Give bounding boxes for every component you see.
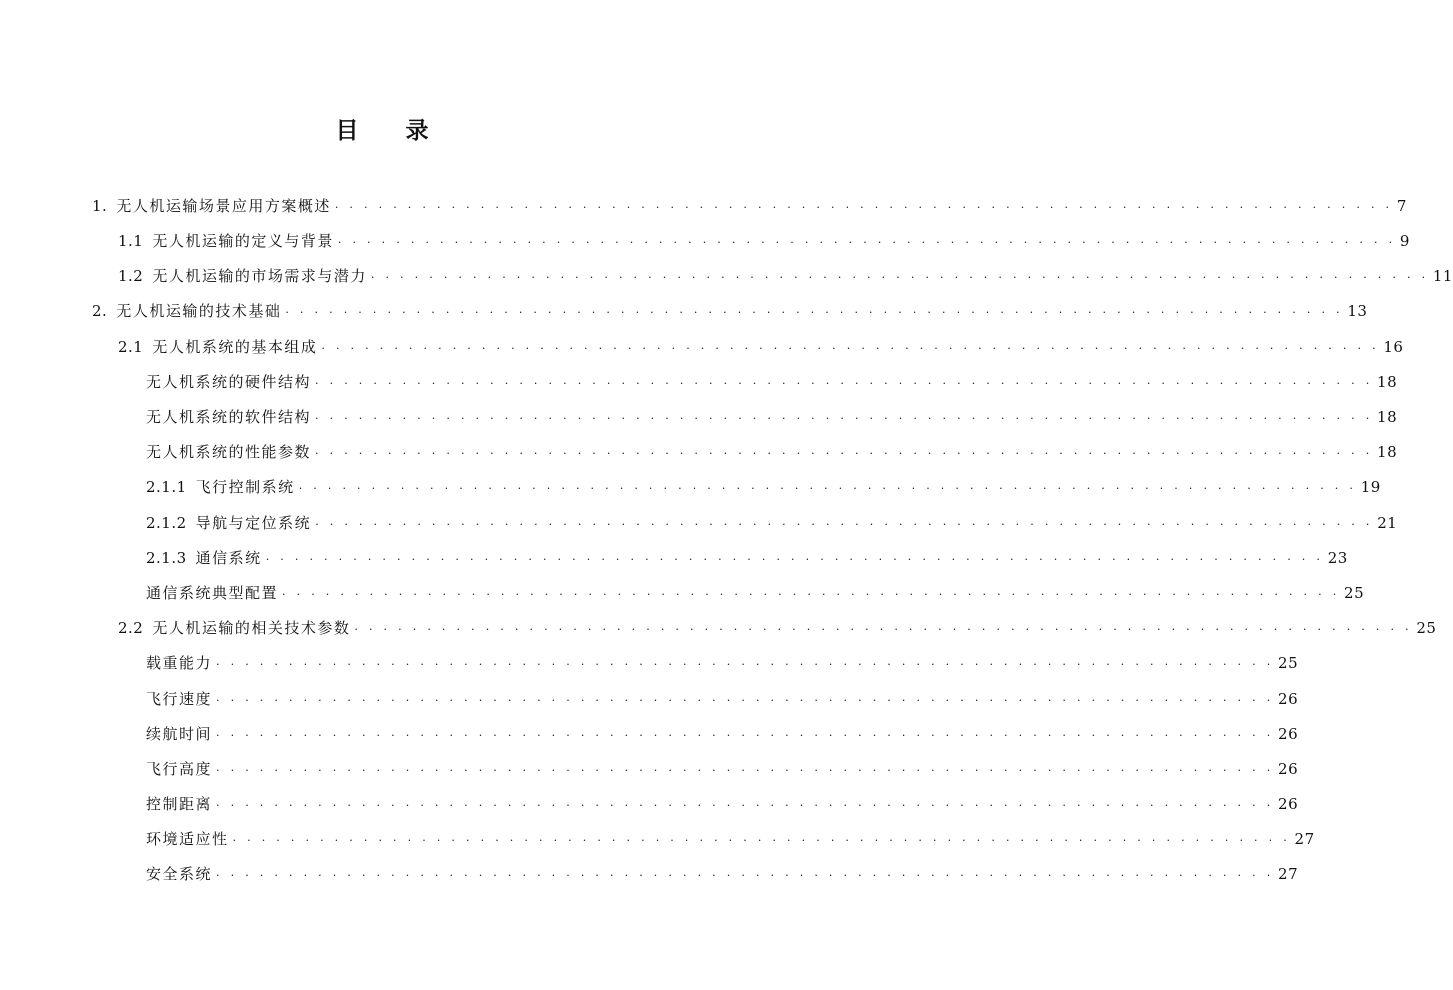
toc-entry-2-1-2[interactable] <box>146 510 1398 532</box>
toc-entry-1-2[interactable] <box>118 263 1453 285</box>
toc-entry-control-range[interactable] <box>146 791 1299 813</box>
toc-entry-page: 26 <box>1278 725 1299 743</box>
toc-entry-label: 导航与定位系统 <box>195 514 312 532</box>
dot-leader: . . . . . . . . . . . . . . . . . . . . . . . . . . . . . . . . . . . . . . . . . . . . . . . . . . . . . . . . . . . . . . . . . . . . . . . . . <box>216 866 1275 879</box>
toc-entry-page: 25 <box>1416 619 1437 637</box>
toc-entry-adaptability[interactable] <box>146 826 1315 848</box>
dot-leader: . . . . . . . . . . . . . . . . . . . . . . . . . . . . . . . . . . . . . . . . . . . . . . . . . . . . . . . . . . . . . . . . . . . . . . . . . <box>216 796 1275 809</box>
toc-entry-label: 无人机运输的市场需求与潜力 <box>152 267 367 285</box>
toc-entry-page: 25 <box>1278 654 1299 672</box>
toc-entry-number: 2.1.1 <box>146 478 187 496</box>
dot-leader: . . . . . . . . . . . . . . . . . . . . . . . . . . . . . . . . . . . . . . . . . . . . . . . . . . . . . . . . . . . . . . . . . . . . . . . . . <box>315 374 1374 387</box>
toc-entry-performance[interactable] <box>146 439 1398 461</box>
toc-entry-label: 飞行高度 <box>146 760 213 778</box>
dot-leader: . . . . . . . . . . . . . . . . . . . . . . . . . . . . . . . . . . . . . . . . . . . . . . . . . . . . . . . . . . . . . . . . . . . . . . . . . <box>232 831 1291 844</box>
toc-entry-label: 环境适应性 <box>146 830 229 848</box>
toc-entry-number: 2.1.2 <box>146 514 187 532</box>
toc-entry-number: 1. <box>92 197 108 215</box>
toc-entry-2-1-3[interactable] <box>146 545 1348 567</box>
toc-entry-label: 无人机系统的性能参数 <box>146 443 312 461</box>
title-char-1: 目 <box>335 118 360 144</box>
dot-leader: . . . . . . . . . . . . . . . . . . . . . . . . . . . . . . . . . . . . . . . . . . . . . . . . . . . . . . . . . . . . . . . . . . . . . . . . . <box>285 303 1344 316</box>
toc-entry-payload[interactable] <box>146 650 1299 672</box>
page-title <box>0 112 765 145</box>
toc-entry-page: 19 <box>1360 478 1381 496</box>
dot-leader: . . . . . . . . . . . . . . . . . . . . . . . . . . . . . . . . . . . . . . . . . . . . . . . . . . . . . . . . . . . . . . . . . . . . . . . . . <box>337 233 1396 246</box>
dot-leader: . . . . . . . . . . . . . . . . . . . . . . . . . . . . . . . . . . . . . . . . . . . . . . . . . . . . . . . . . . . . . . . . . . . . . . . . . <box>298 479 1357 492</box>
toc-entry-software[interactable] <box>146 404 1398 426</box>
toc-entry-label: 飞行速度 <box>146 690 213 708</box>
toc-entry-page: 25 <box>1344 584 1365 602</box>
toc-entry-label: 载重能力 <box>146 654 213 672</box>
dot-leader: . . . . . . . . . . . . . . . . . . . . . . . . . . . . . . . . . . . . . . . . . . . . . . . . . . . . . . . . . . . . . . . . . . . . . . . . . <box>315 409 1374 422</box>
toc-entry-page: 26 <box>1278 760 1299 778</box>
toc-entry-2-2[interactable] <box>118 615 1437 637</box>
dot-leader: . . . . . . . . . . . . . . . . . . . . . . . . . . . . . . . . . . . . . . . . . . . . . . . . . . . . . . . . . . . . . . . . . . . . . . . . . <box>315 444 1374 457</box>
dot-leader: . . . . . . . . . . . . . . . . . . . . . . . . . . . . . . . . . . . . . . . . . . . . . . . . . . . . . . . . . . . . . . . . . . . . . . . . . <box>216 726 1275 739</box>
toc-entry-number: 2.1.3 <box>146 549 187 567</box>
dot-leader: . . . . . . . . . . . . . . . . . . . . . . . . . . . . . . . . . . . . . . . . . . . . . . . . . . . . . . . . . . . . . . . . . . . . . . . . . <box>216 655 1275 668</box>
toc-entry-page: 13 <box>1347 302 1368 320</box>
toc-entry-safety[interactable] <box>146 861 1299 883</box>
toc-entry-number: 1.1 <box>118 232 144 250</box>
toc-entry-page: 9 <box>1399 232 1410 250</box>
title-char-2: 录 <box>405 118 430 144</box>
toc-entry-label: 无人机运输的定义与背景 <box>152 232 334 250</box>
toc-entry-number: 2.2 <box>118 619 144 637</box>
toc-entry-page: 7 <box>1396 197 1407 215</box>
toc-entry-number: 2. <box>92 302 108 320</box>
dot-leader: . . . . . . . . . . . . . . . . . . . . . . . . . . . . . . . . . . . . . . . . . . . . . . . . . . . . . . . . . . . . . . . . . . . . . . . . . <box>315 515 1374 528</box>
dot-leader: . . . . . . . . . . . . . . . . . . . . . . . . . . . . . . . . . . . . . . . . . . . . . . . . . . . . . . . . . . . . . . . . . . . . . . . . . <box>216 761 1275 774</box>
dot-leader: . . . . . . . . . . . . . . . . . . . . . . . . . . . . . . . . . . . . . . . . . . . . . . . . . . . . . . . . . . . . . . . . . . . . . . . . . <box>216 691 1275 704</box>
dot-leader: . . . . . . . . . . . . . . . . . . . . . . . . . . . . . . . . . . . . . . . . . . . . . . . . . . . . . . . . . . . . . . . . . . . . . . . . . <box>370 268 1429 281</box>
toc-entry-page: 26 <box>1278 690 1299 708</box>
toc-entry-2[interactable] <box>92 298 1368 320</box>
toc-entry-number: 1.2 <box>118 267 144 285</box>
toc-entry-page: 18 <box>1377 408 1398 426</box>
toc-entry-endurance[interactable] <box>146 721 1299 743</box>
toc-entry-label: 无人机运输的相关技术参数 <box>152 619 351 637</box>
dot-leader: . . . . . . . . . . . . . . . . . . . . . . . . . . . . . . . . . . . . . . . . . . . . . . . . . . . . . . . . . . . . . . . . . . . . . . . . . <box>321 339 1380 352</box>
toc-entry-page: 18 <box>1377 373 1398 391</box>
toc-entry-label: 无人机运输的技术基础 <box>116 302 282 320</box>
toc-entry-1[interactable] <box>92 193 1407 215</box>
toc-entry-label: 控制距离 <box>146 795 213 813</box>
toc-entry-page: 23 <box>1327 549 1348 567</box>
toc-entry-2-1[interactable] <box>118 334 1404 356</box>
toc-entry-2-1-1[interactable] <box>146 474 1381 496</box>
toc-entry-page: 16 <box>1383 338 1404 356</box>
toc-entry-comm-config[interactable] <box>146 580 1365 602</box>
toc-entry-label: 无人机系统的基本组成 <box>152 338 318 356</box>
toc-entry-label: 安全系统 <box>146 865 213 883</box>
toc-entry-hardware[interactable] <box>146 369 1398 391</box>
toc-entry-page: 27 <box>1278 865 1299 883</box>
toc-entry-label: 续航时间 <box>146 725 213 743</box>
toc-entry-page: 27 <box>1294 830 1315 848</box>
toc-entry-label: 通信系统 <box>195 549 262 567</box>
toc-entry-page: 21 <box>1377 514 1398 532</box>
toc-entry-label: 无人机运输场景应用方案概述 <box>116 197 331 215</box>
toc-entry-number: 2.1 <box>118 338 144 356</box>
toc-entry-label: 无人机系统的硬件结构 <box>146 373 312 391</box>
toc-entry-label: 飞行控制系统 <box>195 478 295 496</box>
toc-entry-1-1[interactable] <box>118 228 1410 250</box>
toc-entry-label: 通信系统典型配置 <box>146 584 279 602</box>
dot-leader: . . . . . . . . . . . . . . . . . . . . . . . . . . . . . . . . . . . . . . . . . . . . . . . . . . . . . . . . . . . . . . . . . . . . . . . . . <box>354 620 1413 633</box>
dot-leader: . . . . . . . . . . . . . . . . . . . . . . . . . . . . . . . . . . . . . . . . . . . . . . . . . . . . . . . . . . . . . . . . . . . . . . . . . <box>282 585 1341 598</box>
toc-entry-page: 26 <box>1278 795 1299 813</box>
dot-leader: . . . . . . . . . . . . . . . . . . . . . . . . . . . . . . . . . . . . . . . . . . . . . . . . . . . . . . . . . . . . . . . . . . . . . . . . . <box>265 550 1324 563</box>
toc-entry-label: 无人机系统的软件结构 <box>146 408 312 426</box>
dot-leader: . . . . . . . . . . . . . . . . . . . . . . . . . . . . . . . . . . . . . . . . . . . . . . . . . . . . . . . . . . . . . . . . . . . . . . . . . <box>334 198 1393 211</box>
toc-entry-speed[interactable] <box>146 686 1299 708</box>
toc-entry-page: 18 <box>1377 443 1398 461</box>
toc-entry-altitude[interactable] <box>146 756 1299 778</box>
toc-entry-page: 11 <box>1432 267 1453 285</box>
